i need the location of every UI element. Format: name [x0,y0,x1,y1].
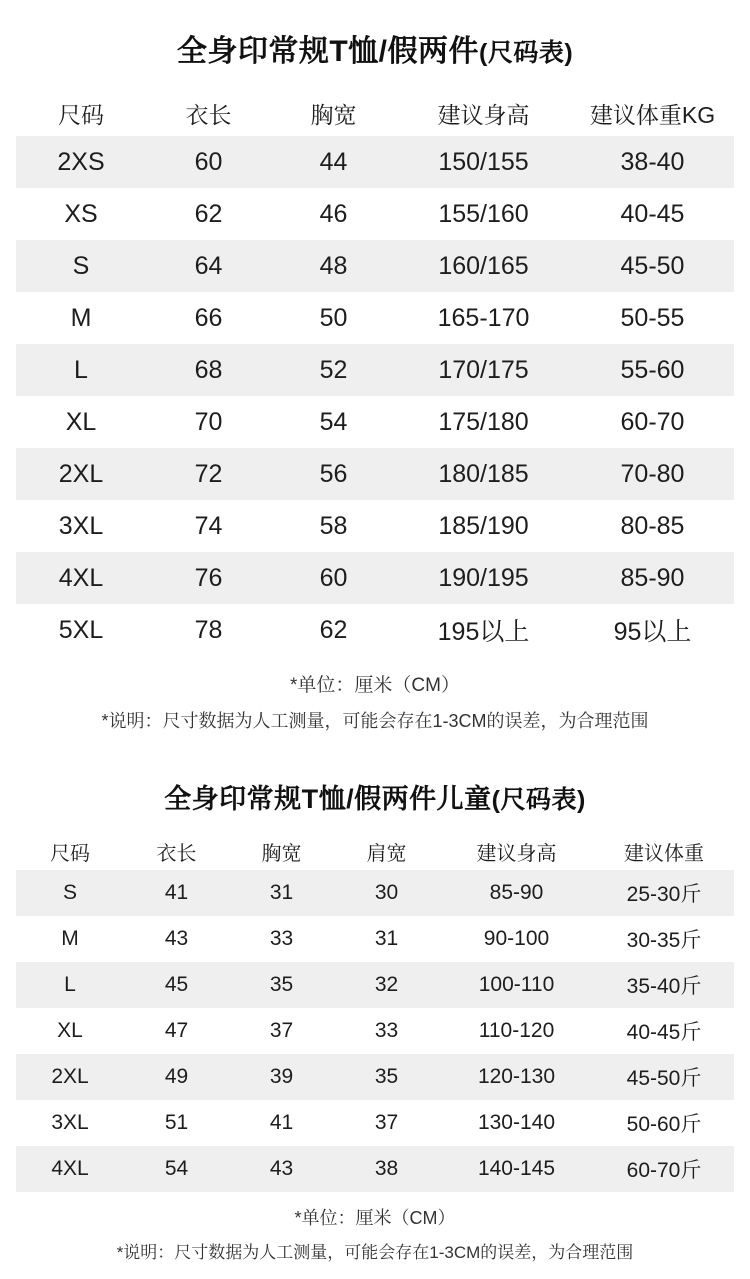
table-row [16,552,734,604]
kid-title-main: 全身印常规T恤/假两件儿童 [164,784,492,814]
adult-cell-weight: 60-70 [571,396,734,448]
adult-cell-weight: 40-45 [571,188,734,240]
adult-cell-weight: 70-80 [571,448,734,500]
kid-cell-size: 3XL [16,1100,124,1146]
adult-title-main: 全身印常规T恤/假两件 [176,35,479,68]
adult-cell-chest: 58 [271,500,396,552]
kid-cell-length: 49 [124,1054,229,1100]
adult-unit-note: *单位：厘米（CM） [290,675,460,696]
kid-col-header-size: 尺码 [16,832,124,870]
kid-cell-height: 90-100 [439,916,594,962]
adult-cell-weight: 80-85 [571,500,734,552]
adult-cell-chest: 50 [271,292,396,344]
kid-cell-height: 85-90 [439,870,594,916]
adult-cell-weight: 95以上 [571,604,734,656]
adult-cell-weight: 85-90 [571,552,734,604]
adult-cell-size: 4XL [16,552,146,604]
adult-cell-height: 155/160 [396,188,571,240]
table-row [16,1054,734,1100]
adult-cell-size: XS [16,188,146,240]
adult-cell-chest: 52 [271,344,396,396]
adult-col-header-weight: 建议体重KG [571,90,734,136]
kid-cell-chest: 31 [229,870,334,916]
adult-cell-height: 170/175 [396,344,571,396]
adult-cell-chest: 62 [271,604,396,656]
adult-cell-height: 175/180 [396,396,571,448]
table-row [16,916,734,962]
kid-col-header-weight: 建议体重 [594,832,734,870]
kid-cell-length: 47 [124,1008,229,1054]
table-row [16,136,734,188]
adult-cell-length: 64 [146,240,271,292]
adult-cell-size: 3XL [16,500,146,552]
adult-cell-length: 66 [146,292,271,344]
adult-cell-length: 74 [146,500,271,552]
table-row [16,870,734,916]
adult-table-header-row [16,90,734,136]
table-row [16,448,734,500]
adult-cell-weight: 50-55 [571,292,734,344]
adult-cell-height: 180/185 [396,448,571,500]
adult-size-table [16,90,734,656]
adult-col-header-chest: 胸宽 [271,90,396,136]
adult-cell-length: 60 [146,136,271,188]
adult-cell-height: 150/155 [396,136,571,188]
kid-cell-chest: 41 [229,1100,334,1146]
kid-cell-size: XL [16,1008,124,1054]
kid-col-header-length: 衣长 [124,832,229,870]
adult-cell-length: 78 [146,604,271,656]
kid-cell-height: 140-145 [439,1146,594,1192]
kid-cell-height: 100-110 [439,962,594,1008]
adult-cell-chest: 54 [271,396,396,448]
kid-cell-length: 45 [124,962,229,1008]
kid-size-chart-title [0,755,750,832]
table-row [16,604,734,656]
adult-cell-length: 68 [146,344,271,396]
table-row [16,396,734,448]
kid-title-suffix: (尺码表) [491,786,586,814]
kid-cell-weight: 45-50斤 [594,1054,734,1100]
kid-table-header-row [16,832,734,870]
kid-cell-length: 41 [124,870,229,916]
kid-cell-shoulder: 31 [334,916,439,962]
table-row [16,500,734,552]
kid-cell-weight: 40-45斤 [594,1008,734,1054]
kid-cell-weight: 60-70斤 [594,1146,734,1192]
adult-cell-chest: 46 [271,188,396,240]
adult-cell-weight: 45-50 [571,240,734,292]
kid-cell-height: 120-130 [439,1054,594,1100]
kid-cell-size: S [16,870,124,916]
table-row [16,1008,734,1054]
adult-cell-size: XL [16,396,146,448]
kid-cell-length: 43 [124,916,229,962]
kid-cell-chest: 33 [229,916,334,962]
adult-cell-size: 2XS [16,136,146,188]
kid-cell-shoulder: 32 [334,962,439,1008]
adult-cell-height: 165-170 [396,292,571,344]
adult-cell-size: 2XL [16,448,146,500]
adult-cell-length: 70 [146,396,271,448]
adult-cell-height: 160/165 [396,240,571,292]
kid-cell-shoulder: 37 [334,1100,439,1146]
adult-cell-chest: 60 [271,552,396,604]
adult-cell-length: 72 [146,448,271,500]
adult-col-header-height: 建议身高 [396,90,571,136]
kid-cell-weight: 50-60斤 [594,1100,734,1146]
kid-cell-size: 4XL [16,1146,124,1192]
table-row [16,240,734,292]
kid-cell-height: 130-140 [439,1100,594,1146]
kid-cell-chest: 43 [229,1146,334,1192]
adult-col-header-size: 尺码 [16,90,146,136]
adult-cell-length: 76 [146,552,271,604]
adult-size-chart-title [0,0,750,90]
adult-cell-chest: 44 [271,136,396,188]
kid-cell-weight: 35-40斤 [594,962,734,1008]
table-row [16,292,734,344]
kid-col-header-chest: 胸宽 [229,832,334,870]
kid-cell-size: L [16,962,124,1008]
kid-cell-shoulder: 30 [334,870,439,916]
kid-cell-shoulder: 33 [334,1008,439,1054]
kid-cell-weight: 30-35斤 [594,916,734,962]
kid-col-header-shoulder: 肩宽 [334,832,439,870]
kid-cell-chest: 37 [229,1008,334,1054]
adult-cell-size: S [16,240,146,292]
section-divider [0,737,750,755]
kid-cell-height: 110-120 [439,1008,594,1054]
adult-cell-size: M [16,292,146,344]
adult-cell-size: L [16,344,146,396]
adult-cell-weight: 55-60 [571,344,734,396]
kid-cell-size: 2XL [16,1054,124,1100]
adult-cell-height: 195以上 [396,604,571,656]
table-row [16,1146,734,1192]
adult-cell-chest: 56 [271,448,396,500]
kid-cell-chest: 39 [229,1054,334,1100]
adult-cell-size: 5XL [16,604,146,656]
kid-unit-note: *单位：厘米（CM） [294,1208,456,1228]
table-row [16,962,734,1008]
adult-disclaimer-note: *说明：尺寸数据为人工测量，可能会存在1-3CM的误差，为合理范围 [101,711,649,731]
kid-cell-size: M [16,916,124,962]
adult-cell-chest: 48 [271,240,396,292]
adult-cell-height: 190/195 [396,552,571,604]
table-row [16,188,734,240]
kid-cell-shoulder: 38 [334,1146,439,1192]
kid-cell-length: 51 [124,1100,229,1146]
kid-col-header-height: 建议身高 [439,832,594,870]
kid-cell-chest: 35 [229,962,334,1008]
kid-cell-weight: 25-30斤 [594,870,734,916]
adult-cell-weight: 38-40 [571,136,734,188]
kid-size-table [16,832,734,1192]
kid-cell-shoulder: 35 [334,1054,439,1100]
adult-cell-height: 185/190 [396,500,571,552]
adult-col-header-length: 衣长 [146,90,271,136]
kid-cell-length: 54 [124,1146,229,1192]
adult-title-suffix: (尺码表) [479,39,574,67]
adult-cell-length: 62 [146,188,271,240]
kid-disclaimer-note: *说明：尺寸数据为人工测量，可能会存在1-3CM的误差，为合理范围 [116,1243,634,1262]
table-row [16,1100,734,1146]
table-row [16,344,734,396]
